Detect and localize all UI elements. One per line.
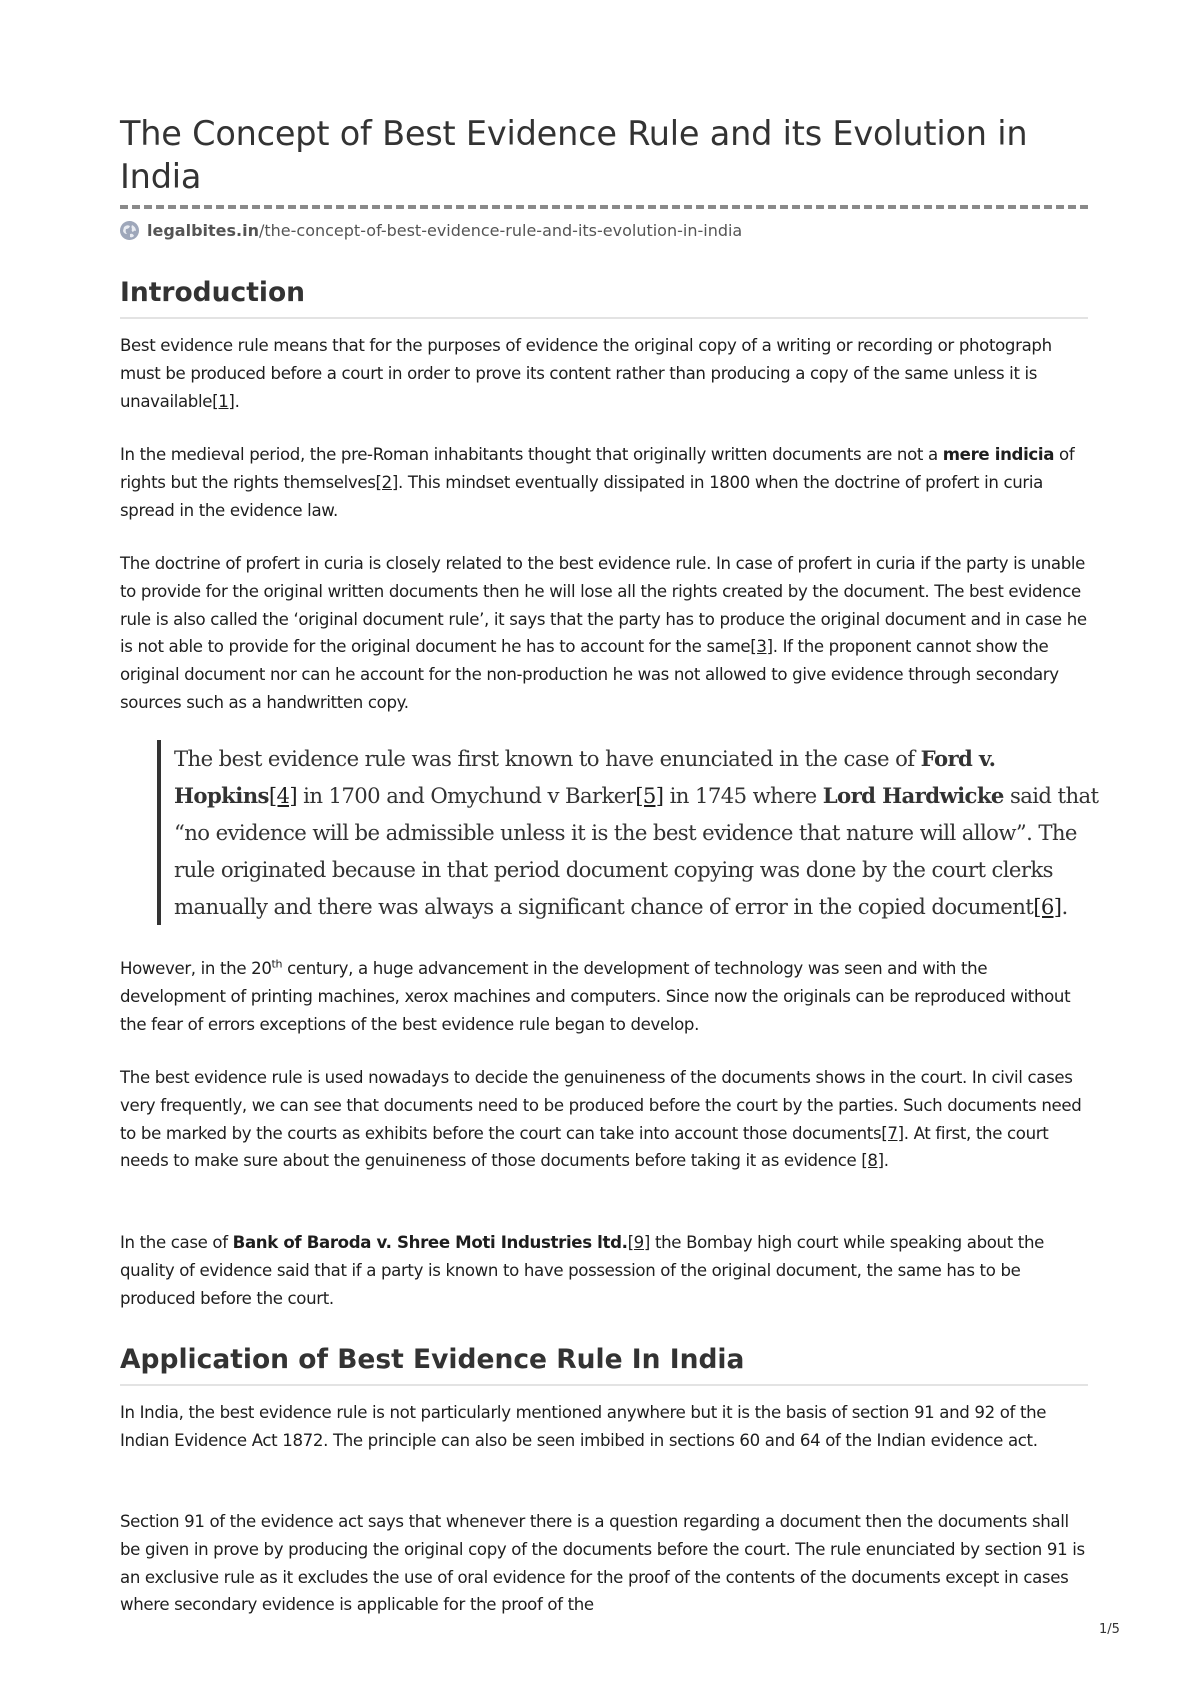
footnote-ref-1[interactable]: [1] [212,391,235,411]
page-number: 1/5 [1099,1622,1120,1637]
paragraph-20th-century: However, in the 20th century, a huge advancement in the development of technology was seen and with the development of printing machines, xerox machines and computers. Since now the originals can be reproduced without the fear of errors exceptions of the best evidence rule began to develop. [120,957,1071,1034]
heading-introduction: Introduction [120,275,1088,319]
paragraph-bank-of-baroda: In the case of Bank of Baroda v. Shree Moti Industries ltd.[9] the Bombay high court while speaking about the quality of evidence said that if a party is known to have possession of the original document, the same has to be produced before the court. [120,1233,1044,1308]
footnote-ref-2[interactable]: [2] [375,472,398,492]
paragraph-application-intro: In India, the best evidence rule is not particularly mentioned anywhere but it is the basis of section 91 and 92 of the Indian Evidence Act 1872. The principle can also be seen imbibed in sections 60 and 64 of the Indian evidence act. [120,1403,1047,1450]
paragraph-section-91: Section 91 of the evidence act says that whenever there is a question regarding a document then the documents shall be given in prove by producing the original copy of the documents before the court. The rule enunciated by section 91 is an exclusive rule as it excludes the use of oral evidence for the proof of the contents of the documents except in cases where secondary evidence is applicable for the proof of the [120,1512,1085,1615]
footnote-ref-8[interactable]: [8] [861,1151,884,1171]
footnote-ref-5[interactable]: [5] [635,783,664,808]
title-divider [120,205,1088,209]
paragraph-definition: Best evidence rule means that for the purposes of evidence the original copy of a writing or recording or photograph must be produced before a court in order to prove its content rather than producing a copy of the same unless it is unavailable[1]. [120,336,1052,411]
footnote-ref-9[interactable]: [9] [627,1233,651,1252]
heading-application: Application of Best Evidence Rule In India [120,1342,1088,1386]
footnote-ref-7[interactable]: [7] [881,1123,904,1143]
source-domain: legalbites.in [147,221,259,240]
paragraph-medieval: In the medieval period, the pre-Roman inhabitants thought that originally written documents are not a mere indicia of rights but the rights themselves[2]. This mindset eventually dissipated in 1800 when the doctrine of profert in curia spread in the evidence law. [120,445,1075,520]
globe-icon [120,221,139,240]
footnote-ref-4[interactable]: [4] [268,783,298,808]
paragraph-profert: The doctrine of profert in curia is closely related to the best evidence rule. In case of profert in curia if the party is unable to provide for the original written documents then he will lose all the rights created by the document. The best evidence rule is also called the ‘original document rule’, it says that the party has to produce the original document and in case he is not able to provide for the original document he has to account for the same[3]. If the proponent cannot show the original document nor can he account for the non-production he was not allowed to give evidence through secondary sources such as a handwritten copy. [120,554,1087,712]
blockquote-origin: The best evidence rule was first known to have enunciated in the case of Ford v. Hopkins[4] in 1700 and Omychund v Barker[5] in 1745 where Lord Hardwicke said that “no evidence will be admissible unless it is the best evidence that nature will allow”. The rule originated because in that period document copying was done by the court clerks manually and there was always a significant chance of error in the copied document[6]. [157,740,1104,925]
footnote-ref-3[interactable]: [3] [750,637,773,657]
paragraph-genuineness: The best evidence rule is used nowadays to decide the genuineness of the documents shows in the court. In civil cases very frequently, we can see that documents need to be produced before the court by the parties. Such documents need to be marked by the courts as exhibits before the court can take into account those documents[7]. At first, the court needs to make sure about the genuineness of those documents before taking it as evidence [8]. [120,1068,1082,1171]
footnote-ref-6[interactable]: [6] [1033,894,1062,919]
article-title: The Concept of Best Evidence Rule and its Evolution in India [120,114,1028,196]
source-url[interactable] [120,219,742,243]
source-path: /the-concept-of-best-evidence-rule-and-its-evolution-in-india [258,221,743,240]
